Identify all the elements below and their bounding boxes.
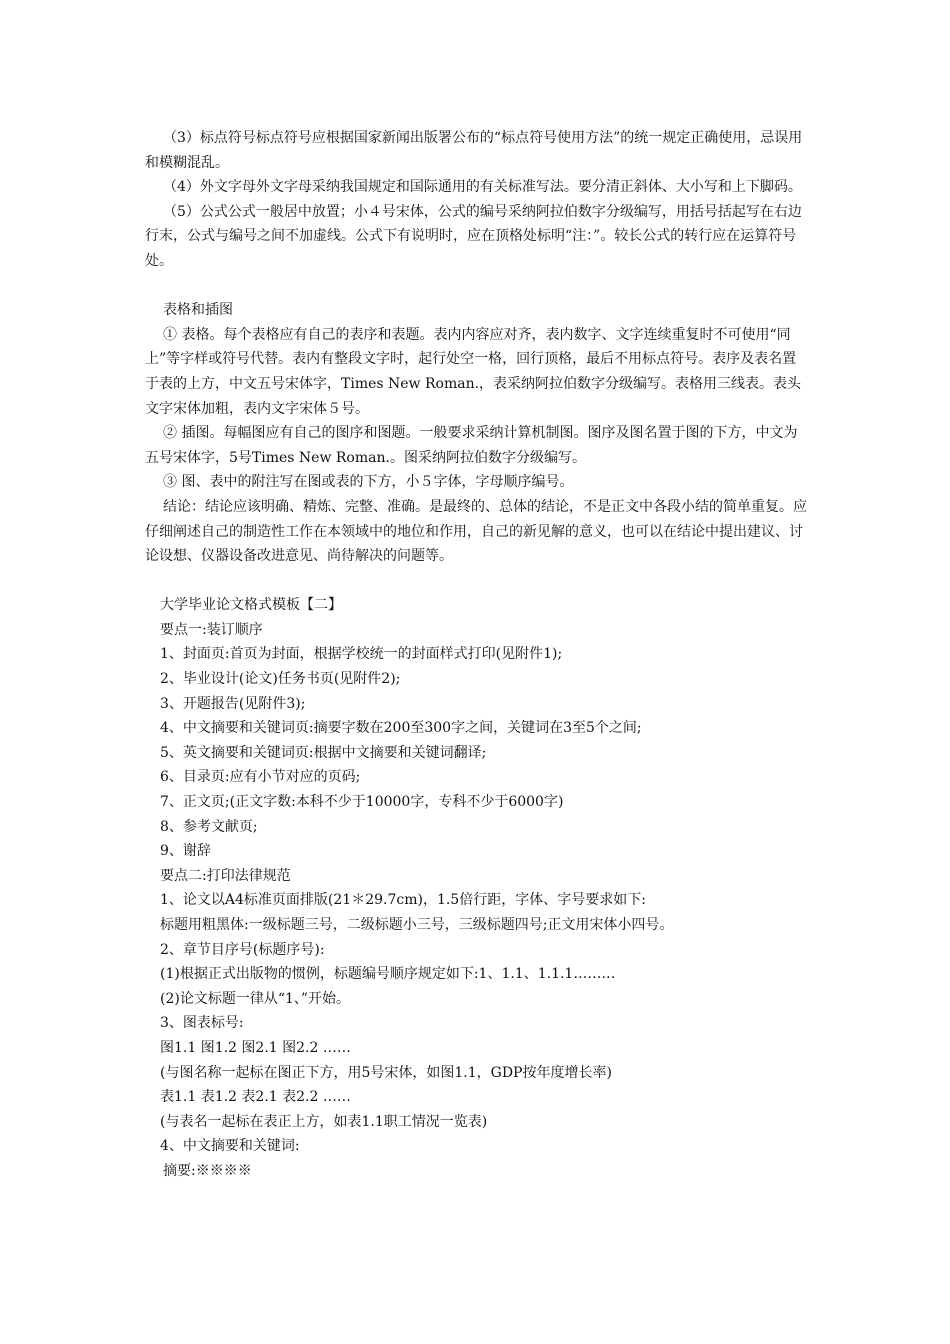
- blank-line: [145, 274, 810, 299]
- blank-line: [145, 569, 810, 594]
- list-item: 9、谢辞: [160, 843, 211, 860]
- list-item: 图1.1 图1.2 图2.1 图2.2 ……: [160, 1039, 351, 1056]
- list-item: 8、参考文献页;: [160, 818, 258, 835]
- list-item: 4、中文摘要和关键词:: [160, 1138, 300, 1155]
- list-item: 表1.1 表1.2 表2.1 表2.2 ……: [160, 1089, 351, 1106]
- list-item: 要点二:打印法律规范: [160, 867, 291, 884]
- list-item: 1、论文以A4标准页面排版(21＊29.7cm)，1.5倍行距，字体、字号要求如下:: [160, 892, 646, 909]
- paragraph-figures: ② 插图。每幅图应有自己的图序和图题。一般要求采纳计算机制图。图序及图名置于图的下方，中文为五号宋体字，5号Times New Roman.。图采纳阿拉伯数字分级编写。: [145, 425, 798, 466]
- document-body: [145, 126, 810, 1184]
- paragraph-tables: ① 表格。每个表格应有自己的表序和表题。表内内容应对齐，表内数字、文字连续重复时不可使用“同上”等字样或符号代替。表内有整段文字时，起行处空一格，回行顶格，最后不用标点符号。表序及表名置于表的上方，中文五号宋体字，Times New Roman.，表采纳阿拉伯数字分级编写。表格用三线表。表头文字宋体加粗，表内文字宋体５号。: [145, 326, 802, 417]
- list-item: 标题用粗黑体:一级标题三号，二级标题小三号，三级标题四号;正文用宋体小四号。: [160, 917, 674, 933]
- list-item: 5、英文摘要和关键词页:根据中文摘要和关键词翻译;: [160, 744, 487, 761]
- template-title: 大学毕业论文格式模板【二】: [160, 597, 342, 614]
- paragraph-notes: ③ 图、表中的附注写在图或表的下方，小５字体，字母顺序编号。: [163, 474, 574, 491]
- list-item: 7、正文页;(正文字数:本科不少于10000字，专科不少于6000字): [160, 794, 564, 811]
- list-item: 4、中文摘要和关键词页:摘要字数在200至300字之间，关键词在3至5个之间;: [160, 720, 642, 737]
- list-item: (与图名称一起标在图正下方，用5号宋体，如图1.1，GDP按年度增长率): [160, 1064, 612, 1081]
- paragraph-conclusion: 结论：结论应该明确、精炼、完整、准确。是最终的、总体的结论，不是正文中各段小结的简单重复。应仔细阐述自己的制造性工作在本领域中的地位和作用，自己的新见解的意义，也可以在结论中提出建议、讨论设想、仪器设备改进意见、尚待解决的问题等。: [145, 498, 807, 565]
- list-item: 2、毕业设计(论文)任务书页(见附件2);: [160, 671, 401, 688]
- list-item: (2)论文标题一律从“1、”开始。: [160, 990, 351, 1007]
- list-item: 2、章节目序号(标题序号):: [160, 941, 325, 958]
- list-item: 3、图表标号:: [160, 1015, 244, 1032]
- list-item: 6、目录页:应有小节对应的页码;: [160, 769, 361, 786]
- paragraph-formula: （5）公式公式一般居中放置；小４号宋体，公式的编号采纳阿拉伯数字分级编写，用括号括起写在右边行末，公式与编号之间不加虚线。公式下有说明时，应在顶格处标明“注：”。较长公式的转行应在运算符号处。: [145, 203, 802, 269]
- paragraph-punctuation: （3）标点符号标点符号应根据国家新闻出版署公布的“标点符号使用方法”的统一规定正确使用，忌误用和模糊混乱。: [145, 130, 803, 171]
- section-heading-tables-figures: 表格和插图: [163, 302, 233, 319]
- list-item: 要点一:装订顺序: [160, 621, 263, 638]
- list-item: (1)根据正式出版物的惯例，标题编号顺序规定如下:1、1.1、1.1.1………: [160, 966, 616, 983]
- abstract-line: 摘要:※※※※: [163, 1162, 252, 1179]
- list-item: 1、封面页:首页为封面，根据学校统一的封面样式打印(见附件1);: [160, 646, 563, 663]
- list-item: (与表名一起标在表正上方，如表1.1职工情况一览表): [160, 1113, 488, 1130]
- paragraph-foreign-letters: （4）外文字母外文字母采纳我国规定和国际通用的有关标准写法。要分清正斜体、大小写和上下脚码。: [163, 179, 802, 196]
- list-item: 3、开题报告(见附件3);: [160, 695, 306, 712]
